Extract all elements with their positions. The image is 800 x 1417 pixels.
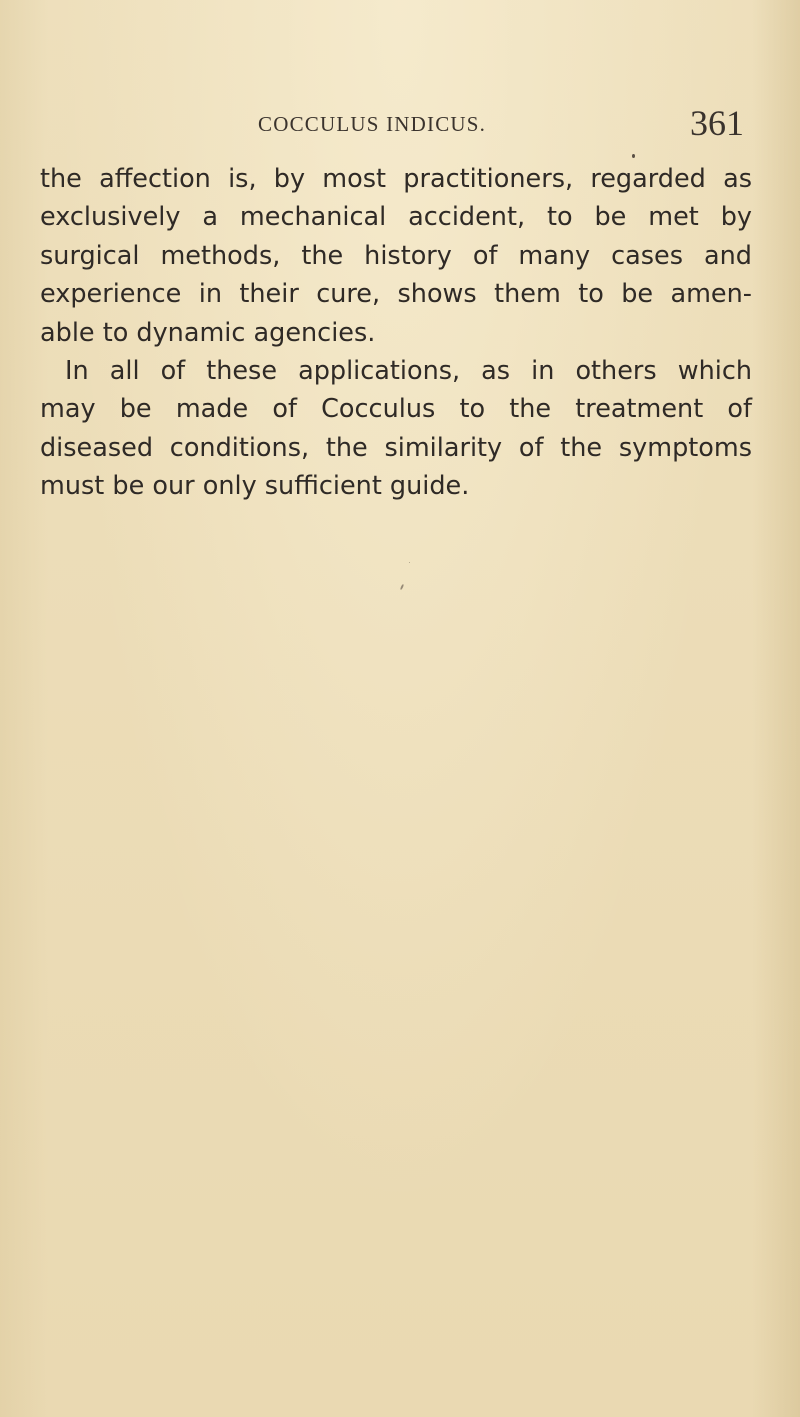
text-line: able to dynamic agencies. (40, 317, 376, 348)
paper-speck (409, 562, 410, 563)
running-title: COCCULUS INDICUS. (258, 112, 487, 136)
paper-speck (632, 154, 635, 158)
paper-speck (400, 584, 404, 590)
paragraph-1 (40, 160, 752, 352)
text-line: In all of these applications, as in others which (65, 356, 752, 387)
text-line: exclusively a mechanical accident, to be met by (40, 202, 752, 233)
text-line: experience in their cure, shows them to be amen- (40, 279, 752, 310)
paragraph-2 (40, 352, 752, 506)
body-text (40, 160, 752, 506)
text-line: may be made of Cocculus to the treatment of (40, 394, 752, 425)
page-number: 361 (690, 103, 744, 143)
text-line: must be our only sufficient guide. (40, 471, 470, 502)
running-head (40, 103, 750, 146)
text-line: diseased conditions, the similarity of the symptoms (40, 432, 752, 463)
text-line: surgical methods, the history of many cases and (40, 240, 752, 271)
text-line: the affection is, by most practitioners, regarded as (40, 164, 752, 194)
